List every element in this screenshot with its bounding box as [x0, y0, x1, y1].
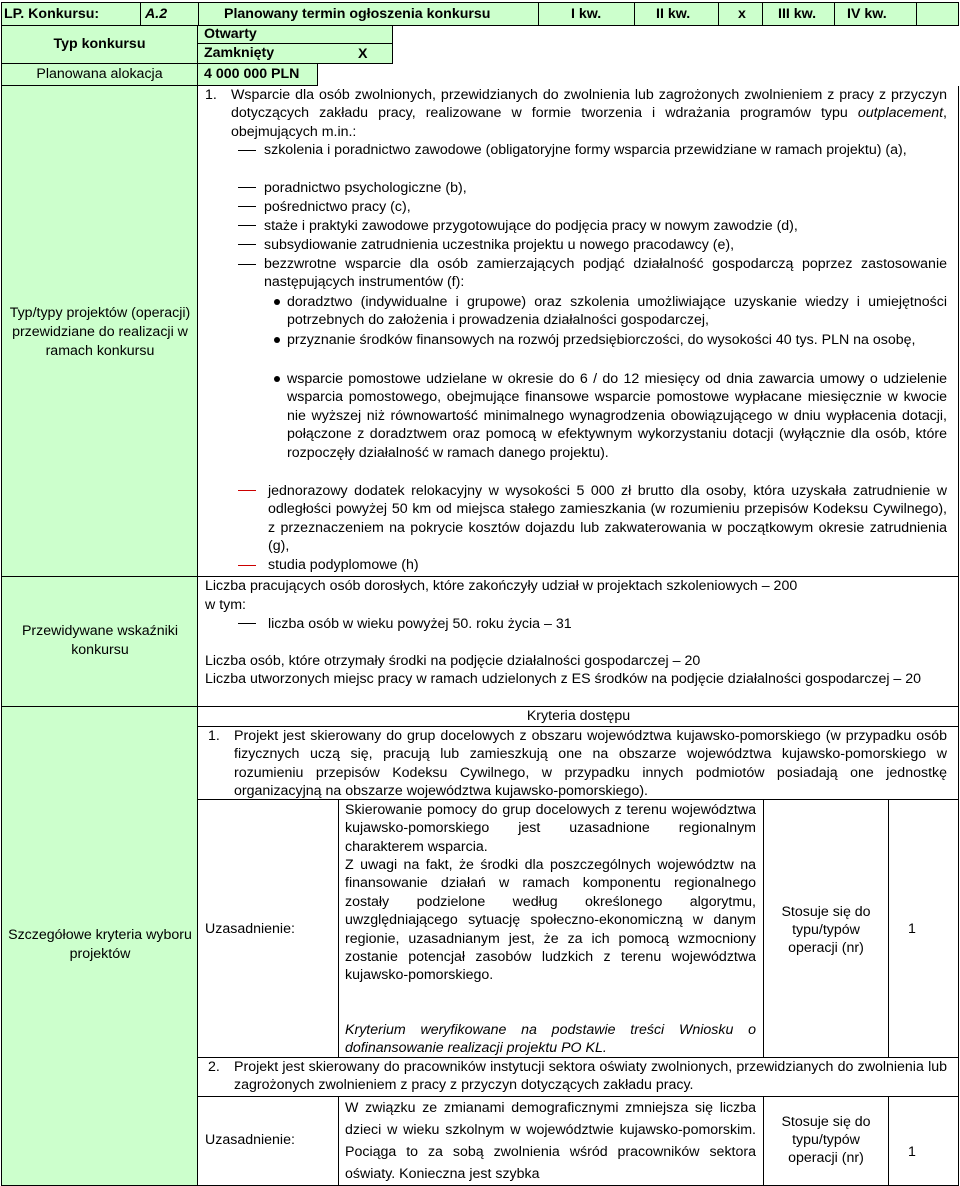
indicator-line: w tym:	[205, 597, 246, 613]
lp-label: LP. Konkursu:	[4, 6, 100, 22]
list-item: staże i praktyki zawodowe przygotowujące do podjęcia pracy w nowym zawodzie (d),	[264, 218, 798, 234]
quarter-4: IV kw.	[847, 6, 887, 22]
bullet-item: przyznanie środków finansowych na rozwój przedsiębiorczości, do wysokości 40 tys. PLN na osobę,	[287, 332, 916, 348]
criterion-2-text: Projekt jest skierowany do pracowników instytucji sektora oświaty zwolnionych, przewidzianych do zwolnienia lub zagrożonych zwolnieniem z pracy z przyczyn dotyczących zakładu pracy.	[234, 1059, 947, 1094]
applies-to-value: 1	[908, 921, 916, 937]
quarter-1: I kw.	[571, 6, 602, 22]
allocation-value-text: 4 000 000 PLN	[204, 66, 300, 82]
applies-to-text: Stosuje się do typu/typów operacji (nr)	[781, 1114, 871, 1166]
list-item: jednorazowy dodatek relokacyjny w wysokości 5 000 zł brutto dla osoby, która uzyskała zatrudnienie w odległości powyżej 50 km od miejsca stałego zamieszkania (w rozumieniu przepisów Kodeksu Cywilnego), z przeznaczeniem na pokrycie kosztów dojazdu lub zakwaterowania w początkowym okresie zatrudnienia (g),	[268, 483, 947, 555]
quarter-2: II kw.	[656, 6, 691, 22]
list-item: pośrednictwo pracy (c),	[264, 199, 411, 215]
criterion-2-number: 2.	[208, 1059, 220, 1075]
list-item: studia podyplomowe (h)	[268, 557, 419, 573]
intro-main: Wsparcie dla osób zwolnionych, przewidzianych do zwolnienia lub zagrożonych zwolnieniem z pracy z przyczyn dotyczących zakładu pracy, realizowane w formie tworzenia i wdrażania programów typu	[231, 87, 947, 122]
criteria-title-text: Kryteria dostępu	[526, 708, 631, 724]
project-types-label-text: Typ/typy projektów (operacji) przewidziane do realizacji w ramach konkursu	[9, 304, 191, 359]
list-item: poradnictwo psychologiczne (b),	[264, 180, 467, 196]
list-item: subsydiowanie zatrudnienia uczestnika projektu u nowego pracodawcy (e),	[264, 237, 735, 253]
indicator-subitem: liczba osób w wieku powyżej 50. roku życia – 31	[268, 616, 572, 632]
list-item: szkolenia i poradnictwo zawodowe (obligatoryjne formy wsparcia przewidziane w ramach projektu) (a),	[264, 142, 907, 158]
type-open	[198, 26, 393, 44]
bullet-item: doradztwo (indywidualne i grupowe) oraz szkolenia umożliwiające uzyskanie wiedzy i umiejętności potrzebnych do założenia i prowadzenia działalności gospodarczej,	[287, 294, 947, 329]
contest-type-text: Typ konkursu	[53, 36, 146, 53]
indicator-line: Liczba osób, które otrzymały środki na podjęcie działalności gospodarczej – 20	[205, 653, 701, 669]
type-closed-mark: X	[358, 46, 368, 62]
applies-to-text: Stosuje się do typu/typów operacji (nr)	[781, 904, 871, 956]
criteria-title	[198, 707, 959, 725]
lp-value: A.2	[145, 6, 168, 22]
justification-label: Uzasadnienie:	[205, 1132, 295, 1148]
justification-label: Uzasadnienie:	[205, 921, 295, 937]
justification-text-2: W związku ze zmianami demograficznymi zmniejsza się liczba dzieci w wieku szkolnym w województwie kujawsko-pomorskim. Pociąga to za sobą zwolnienia wśród pracowników sektora oświaty. Konieczna jest szybka	[345, 1100, 756, 1182]
indicator-line: Liczba utworzonych miejsc pracy w ramach udzielonych z ES środków na podjęcie działalności gospodarczej – 20	[205, 671, 922, 687]
criteria-label	[8, 924, 192, 966]
allocation-value	[198, 64, 318, 86]
indicators-label	[8, 620, 192, 662]
criterion-1-text: Projekt jest skierowany do grup docelowych z obszaru województwa kujawsko-pomorskiego (w przypadku osób fizycznych uczą się, pracują lub zamieszkują one na obszarze województwa kujawsko-pomorskiego w rozumieniu przepisów Kodeksu Cywilnego, w przypadku innych podmiotów posiadają one jednostkę organizacyjną na obszarze województwa kujawsko-pomorskiego).	[234, 728, 947, 800]
quarter-3: III kw.	[778, 6, 817, 22]
applies-to-value: 1	[908, 1144, 916, 1160]
list-item: bezzwrotne wsparcie dla osób zamierzających podjąć działalność gospodarczą poprzez zastosowanie następujących instrumentów (f):	[264, 256, 947, 291]
intro-text	[231, 86, 947, 141]
justification-p1: Skierowanie pomocy do grup docelowych z terenu województwa kujawsko-pomorskiego jest uzasadnione regionalnym charakterem wsparcia.	[345, 802, 756, 855]
justification-p2: Z uwagi na fakt, że środki dla poszczególnych województw na finansowanie działań w ramach komponentu regionalnego zostały podzielone według określonego algorytmu, uwzględniającego sytuację społeczno-ekonomiczną w danym regionie, uzasadnianym jest, że za ich pomocą wzmocniony zostanie potencjał zasobów ludzkich z terenu województwa kujawsko-pomorskiego.	[345, 857, 756, 984]
criterion-1-number: 1.	[208, 728, 220, 744]
planned-term-label: Planowany termin ogłoszenia konkursu	[224, 6, 491, 22]
applies-to-label	[768, 902, 884, 958]
justification-p3: Kryterium weryfikowane na podstawie treści Wniosku o dofinansowanie realizacji projektu PO KL.	[345, 1022, 756, 1057]
project-types-label	[8, 292, 192, 372]
allocation-label-text: Planowana alokacja	[36, 66, 163, 83]
indicator-line: Liczba pracujących osób dorosłych, które zakończyły udział w projektach szkoleniowych – 200	[205, 578, 798, 594]
allocation-label	[1, 64, 198, 86]
intro-end: , obejmujących m.in.:	[231, 105, 947, 140]
type-closed-text: Zamknięty	[204, 45, 275, 61]
quarter-mark: x	[738, 6, 746, 22]
contest-type-label	[1, 26, 198, 64]
bullet-item: wsparcie pomostowe udzielane w okresie do 6 / do 12 miesięcy od dnia zawarcia umowy o udzielenie wsparcia pomostowego, obejmujące finansowe wsparcie pomostowe wypłacane miesięcznie w kwocie nie wyższej niż równowartość minimalnego wynagrodzenia obowiązującego w dniu wypłacenia dotacji, połączone z doradztwem oraz pomocą w efektywnym wykorzystaniu dotacji (wyłącznie dla osób, które rozpoczęły działalność w ramach danego projektu).	[287, 371, 947, 461]
type-open-text: Otwarty	[204, 26, 257, 42]
applies-to-label	[768, 1110, 884, 1170]
indicators-label-text: Przewidywane wskaźniki konkursu	[21, 623, 179, 658]
criteria-label-text: Szczegółowe kryteria wyboru projektów	[8, 927, 192, 962]
intro-italic: outplacement	[857, 105, 944, 122]
intro-number: 1.	[205, 87, 217, 103]
